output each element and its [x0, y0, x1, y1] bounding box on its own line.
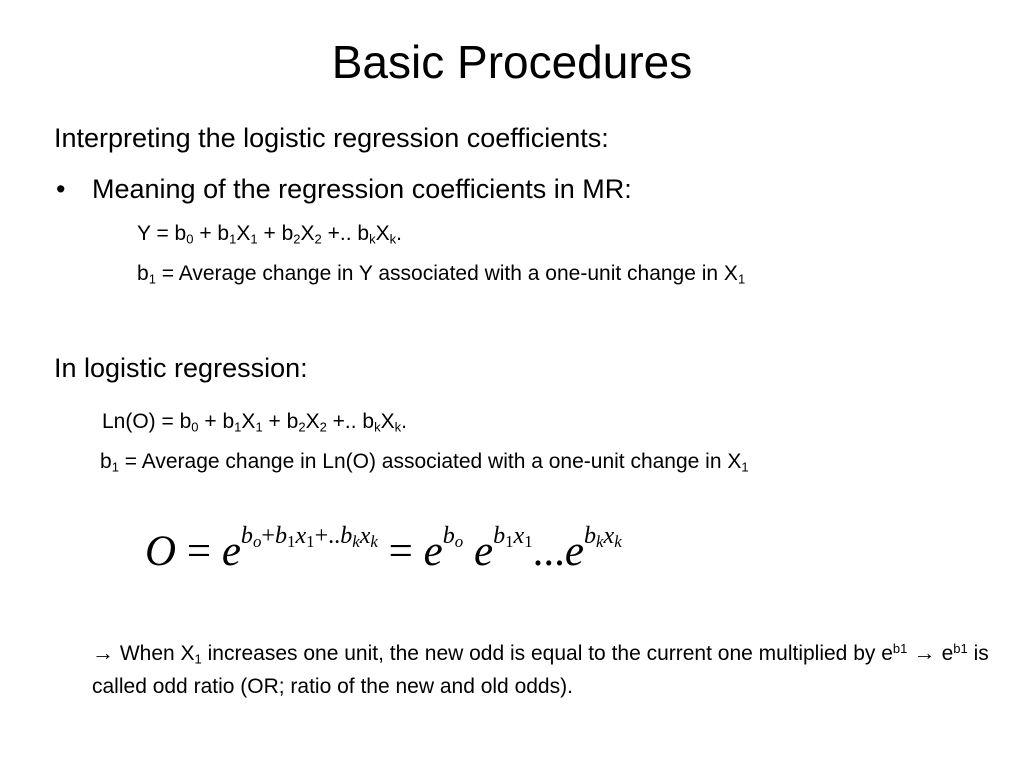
conclusion-paragraph: → When $X_1$ increases one unit, the new odd is equal to the current one multiplied by $e^{b1} \to e^{b1}$ is called odd ratio (OR; ratio of the new and old odds). — [92, 640, 989, 698]
lr-coefficient-meaning: $b_1$ = Average change in Ln(O) associated with a one-unit change in $X_1$ — [100, 450, 749, 475]
arrow-right-icon: → — [92, 640, 114, 665]
section-heading-logistic: In logistic regression: — [54, 353, 308, 383]
bullet-icon: • — [56, 174, 66, 204]
odds-formula: $O = e^{b_o+b_1x_1+..b_kx_k} = e^{b_o}$ $e^{b_1x_1}...e^{b_kx_k}$ — [145, 523, 622, 575]
mr-coefficient-meaning: $b_1$ = Average change in Y associated with a one-unit change in $X_1$ — [137, 262, 746, 287]
arrow-right-icon: → — [907, 640, 942, 665]
slide-title: Basic Procedures — [331, 36, 693, 88]
mr-equation: $Y = b_0 + b_1X_1 + b_2X_2$ +.. $b_kX_k$. — [137, 222, 402, 247]
lr-equation: $Ln(O) = b_0 + b_1X_1 + b_2X_2$ +.. $b_kX_k$. — [102, 410, 407, 435]
section-heading-interpreting: Interpreting the logistic regression coefficients: — [54, 123, 609, 153]
bullet-mr-meaning: Meaning of the regression coefficients in MR: — [92, 174, 632, 204]
